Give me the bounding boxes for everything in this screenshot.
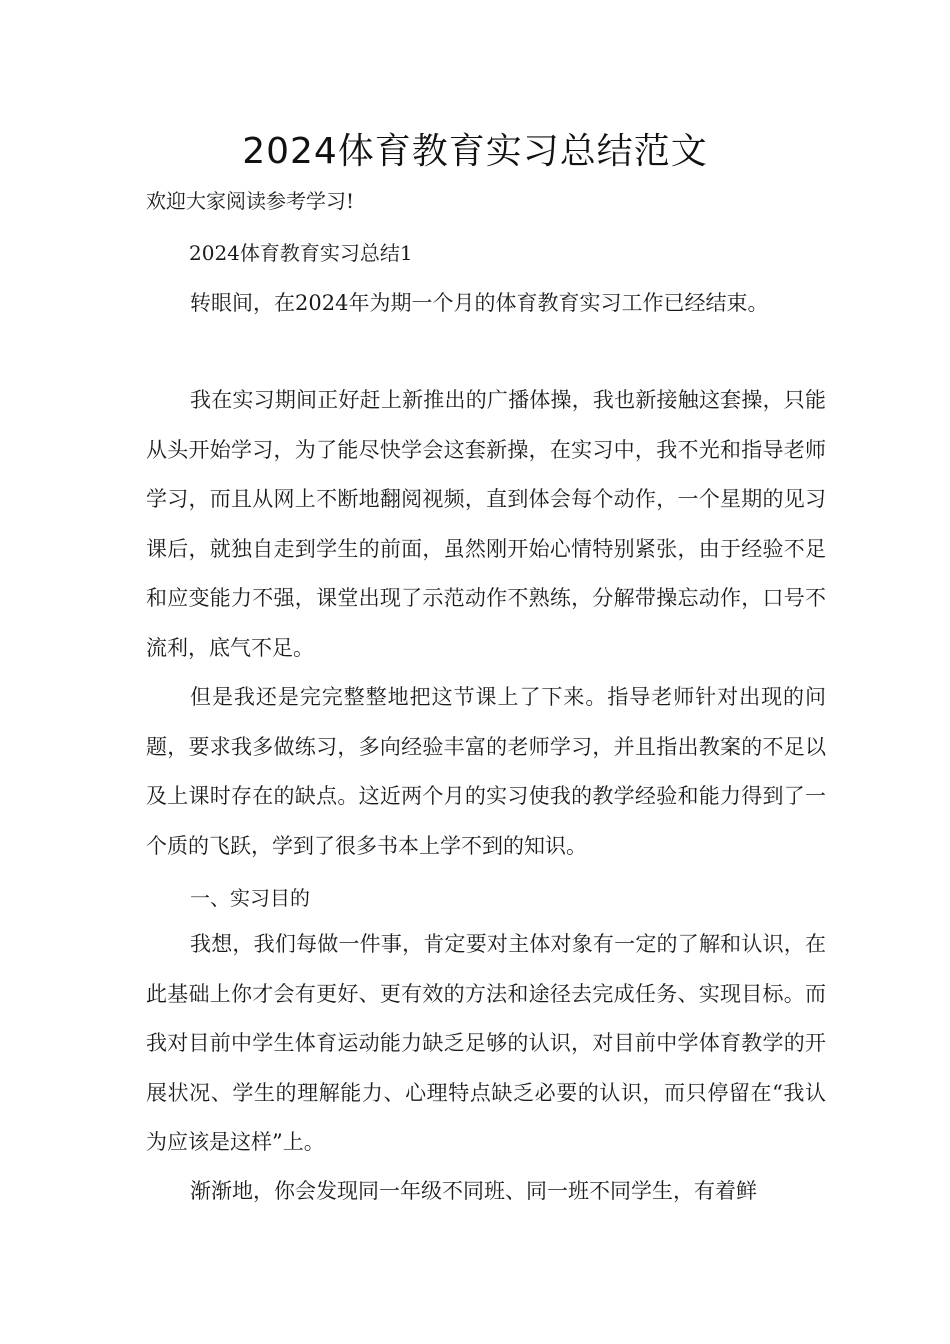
paragraph: 我想，我们每做一件事，肯定要对主体对象有一定的了解和认识，在此基础上你才会有更好、更有效的方法和途径去完成任务、实现目标。而我对目前中学生体育运动能力缺乏足够的认识，对目前中学体育教学的开展状况、学生的理解能力、心理特点缺乏必要的认识，而只停留在“我认为应该是这样”上。 bbox=[146, 932, 826, 1155]
paragraph: 我在实习期间正好赶上新推出的广播体操，我也新接触这套操，只能从头开始学习，为了能尽快学会这套新操，在实习中，我不光和指导老师学习，而且从网上不断地翻阅视频，直到体会每个动作，一个星期的见习课后，就独自走到学生的前面，虽然刚开始心情特别紧张，由于经验不足和应变能力不强，课堂出现了示范动作不熟练，分解带操忘动作，口号不流利，底气不足。 bbox=[146, 388, 826, 660]
section-heading: 一、实习目的 bbox=[190, 886, 310, 910]
paragraph: 但是我还是完完整整地把这节课上了下来。指导老师针对出现的问题，要求我多做练习，多向经验丰富的老师学习，并且指出教案的不足以及上课时存在的缺点。这近两个月的实习使我的教学经验和能力得到了一个质的飞跃，学到了很多书本上学不到的知识。 bbox=[146, 685, 826, 858]
document-title: 2024体育教育实习总结范文 bbox=[242, 131, 708, 172]
paragraph: 渐渐地，你会发现同一年级不同班、同一班不同学生，有着鲜 bbox=[190, 1179, 757, 1203]
paragraph: 转眼间，在2024年为期一个月的体育教育实习工作已经结束。 bbox=[190, 291, 769, 315]
greeting-line: 欢迎大家阅读参考学习! bbox=[146, 189, 355, 213]
section-subtitle: 2024体育教育实习总结1 bbox=[189, 241, 413, 265]
